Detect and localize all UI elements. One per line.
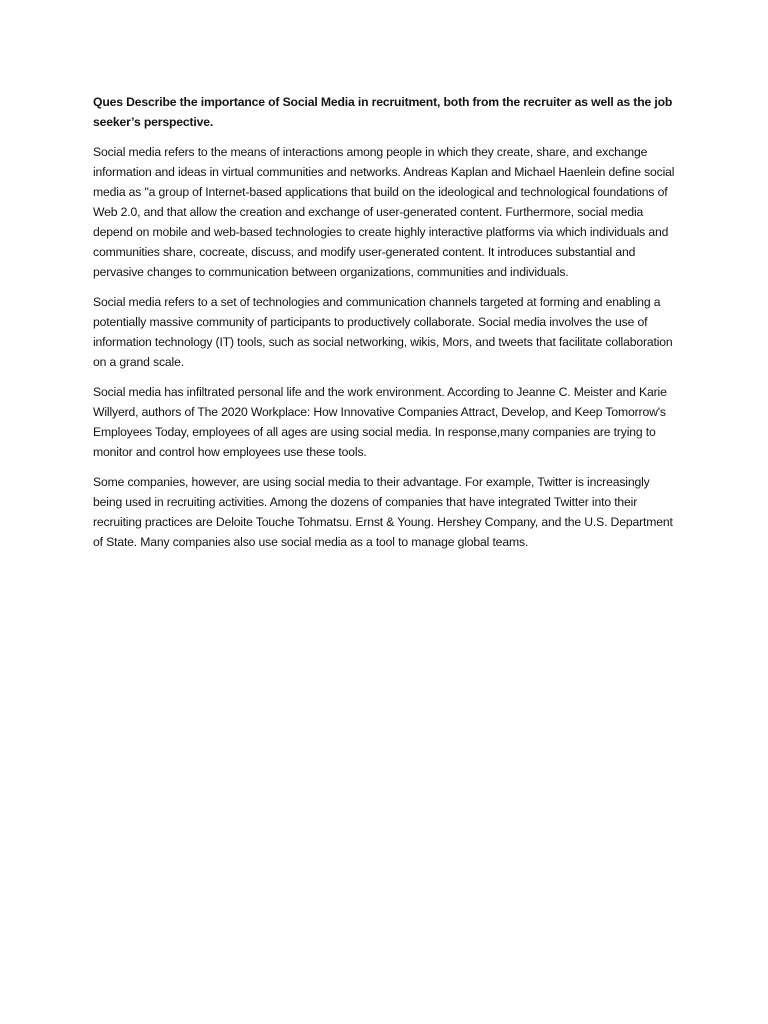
document-page	[93, 92, 675, 562]
paragraph-technologies: Social media refers to a set of technologies and communication channels targeted at forming and enabling a potentially massive community of participants to productively collaborate. Social media involves the use of information technology (IT) tools, such as social networking, wikis, Mors, and tweets that facilitate collaboration on a grand scale.	[93, 295, 673, 369]
paragraph-definition: Social media refers to the means of interactions among people in which they create, share, and exchange information and ideas in virtual communities and networks. Andreas Kaplan and Michael Haenlein define social media as "a group of Internet-based applications that build on the ideological and technological foundations of Web 2.0, and that allow the creation and exchange of user-generated content. Furthermore, social media depend on mobile and web-based technologies to create highly interactive platforms via which individuals and communities share, cocreate, discuss, and modify user-generated content. It introduces substantial and pervasive changes to communication between organizations, communities and individuals.	[93, 145, 675, 279]
question-heading: Ques Describe the importance of Social Media in recruitment, both from the recruiter as well as the job seeker’s perspective.	[93, 95, 673, 129]
paragraph-workplace: Social media has infiltrated personal life and the work environment. According to Jeanne C. Meister and Karie Willyerd, authors of The 2020 Workplace: How Innovative Companies Attract, Develop, and Keep Tomorrow's Employees Today, employees of all ages are using social media. In response,many companies are trying to monitor and control how employees use these tools.	[93, 385, 667, 459]
paragraph-recruiting: Some companies, however, are using social media to their advantage. For example, Twitter is increasingly being used in recruiting activities. Among the dozens of companies that have integrated Twitter into their recruiting practices are Deloite Touche Tohmatsu. Ernst & Young. Hershey Company, and the U.S. Department of State. Many companies also use social media as a tool to manage global teams.	[93, 475, 673, 549]
